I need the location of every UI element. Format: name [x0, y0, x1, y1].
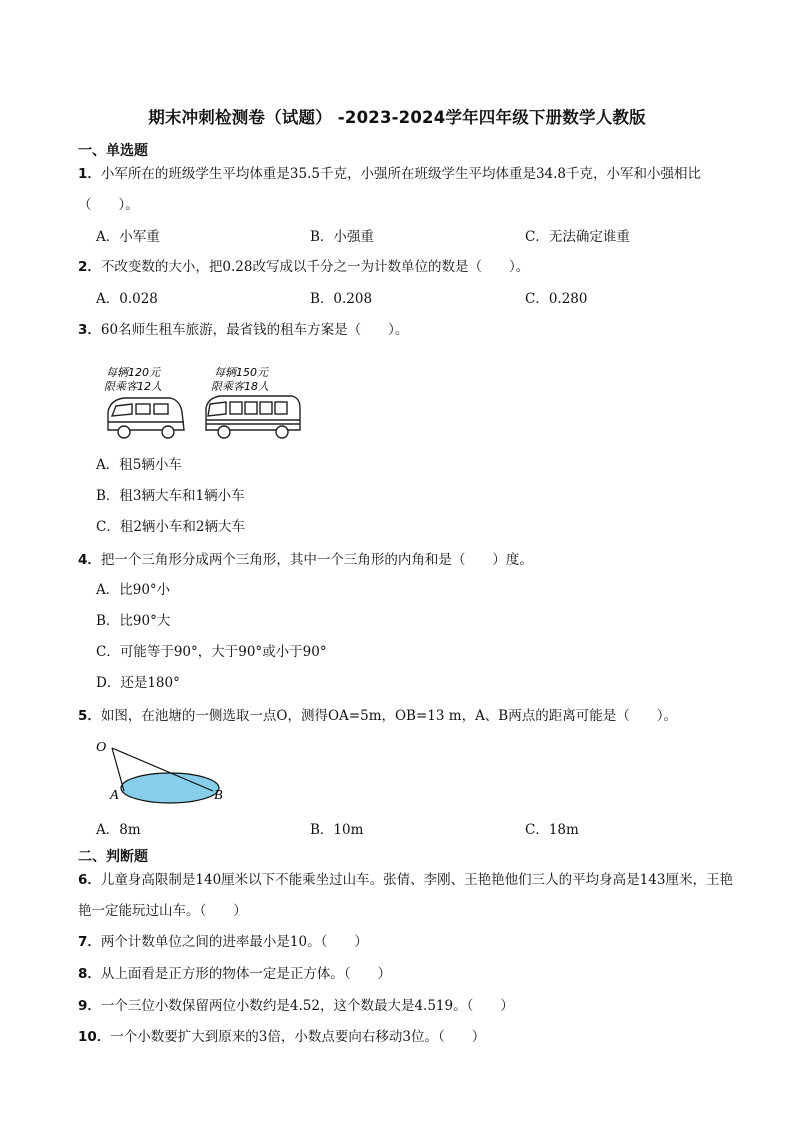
question-3	[78, 315, 740, 346]
question-text: 儿童身高限制是140厘米以下不能乘坐过山车。张倩、李刚、王艳艳他们三人的平均身高是143厘米，王艳艳一定能玩过山车。（ ）	[78, 872, 733, 919]
question-text: 一个三位小数保留两位小数约是4.52，这个数最大是4.519。（ ）	[100, 998, 514, 1014]
option-b: B．10m	[310, 822, 364, 838]
pond-figure	[92, 736, 242, 806]
question-10	[78, 1022, 740, 1053]
question-4	[78, 545, 740, 576]
option-c: C．租2辆小车和2辆大车	[96, 519, 246, 535]
segment-oa	[112, 748, 124, 791]
point-o-label: O	[96, 740, 107, 755]
option-d: D．还是180°	[96, 675, 180, 691]
question-number: 9．	[78, 998, 101, 1014]
question-text: 60名师生租车旅游，最省钱的租车方案是（ ）。	[100, 322, 409, 338]
question-text: 如图，在池塘的一侧选取一点O，测得OA=5m，OB=13 m，A、B两点的距离可能是（ ）。	[100, 708, 677, 724]
question-number: 7．	[78, 934, 101, 950]
question-5	[78, 701, 740, 732]
question-1	[78, 159, 740, 221]
question-number: 1．	[78, 166, 101, 182]
question-text: 从上面看是正方形的物体一定是正方体。（ ）	[100, 966, 392, 982]
option-c: C．0.280	[525, 291, 588, 307]
option-a: A．0.028	[96, 291, 158, 307]
section-heading-true-false: 二、判断题	[78, 849, 148, 865]
question-text: 一个小数要扩大到原来的3倍，小数点要向右移动3位。（ ）	[110, 1029, 486, 1045]
point-a-label: A	[110, 788, 119, 803]
question-number: 8．	[78, 966, 101, 982]
question-number: 6．	[78, 872, 101, 888]
option-c: C．无法确定谁重	[525, 229, 630, 245]
option-c: C．18m	[525, 822, 579, 838]
point-b-label: B	[214, 788, 223, 803]
question-text: 不改变数的大小，把0.28改写成以千分之一为计数单位的数是（ ）。	[100, 259, 530, 275]
small-van-icon	[108, 398, 184, 438]
question-text: 小军所在的班级学生平均体重是35.5千克，小强所在班级学生平均体重是34.8千克，小军和小强相比（ ）。	[78, 166, 702, 213]
option-b: B．比90°大	[96, 613, 171, 629]
question-2	[78, 252, 740, 283]
exam-title: 期末冲刺检测卷（试题） -2023-2024学年四年级下册数学人教版	[148, 108, 646, 127]
option-a: A．比90°小	[96, 582, 171, 598]
question-text: 把一个三角形分成两个三角形，其中一个三角形的内角和是（ ）度。	[100, 552, 533, 568]
question-9	[78, 991, 740, 1022]
question-text: 两个计数单位之间的进率最小是10。（ ）	[100, 934, 368, 950]
question-number: 5．	[78, 708, 101, 724]
option-b: B．小强重	[310, 229, 374, 245]
option-a: A．租5辆小车	[96, 457, 182, 473]
option-b: B．租3辆大车和1辆小车	[96, 488, 245, 504]
big-car-price: 每辆150元	[214, 366, 268, 379]
option-a: A．8m	[96, 822, 141, 838]
bus-rental-figure	[96, 360, 306, 444]
option-a: A．小军重	[96, 229, 160, 245]
question-number: 4．	[78, 552, 101, 568]
question-number: 10．	[78, 1029, 111, 1045]
question-number: 2．	[78, 259, 101, 275]
option-c: C．可能等于90°，大于90°或小于90°	[96, 644, 327, 660]
question-8	[78, 959, 740, 990]
small-car-price: 每辆120元	[106, 366, 160, 379]
big-car-capacity: 限乘客18人	[211, 380, 269, 393]
pond-shape	[121, 773, 219, 803]
question-6	[78, 865, 740, 927]
small-car-capacity: 限乘客12人	[104, 380, 162, 393]
question-7	[78, 927, 740, 958]
big-bus-icon	[206, 396, 300, 438]
question-number: 3．	[78, 322, 101, 338]
option-b: B．0.208	[310, 291, 373, 307]
section-heading-single-choice: 一、单选题	[78, 143, 148, 159]
